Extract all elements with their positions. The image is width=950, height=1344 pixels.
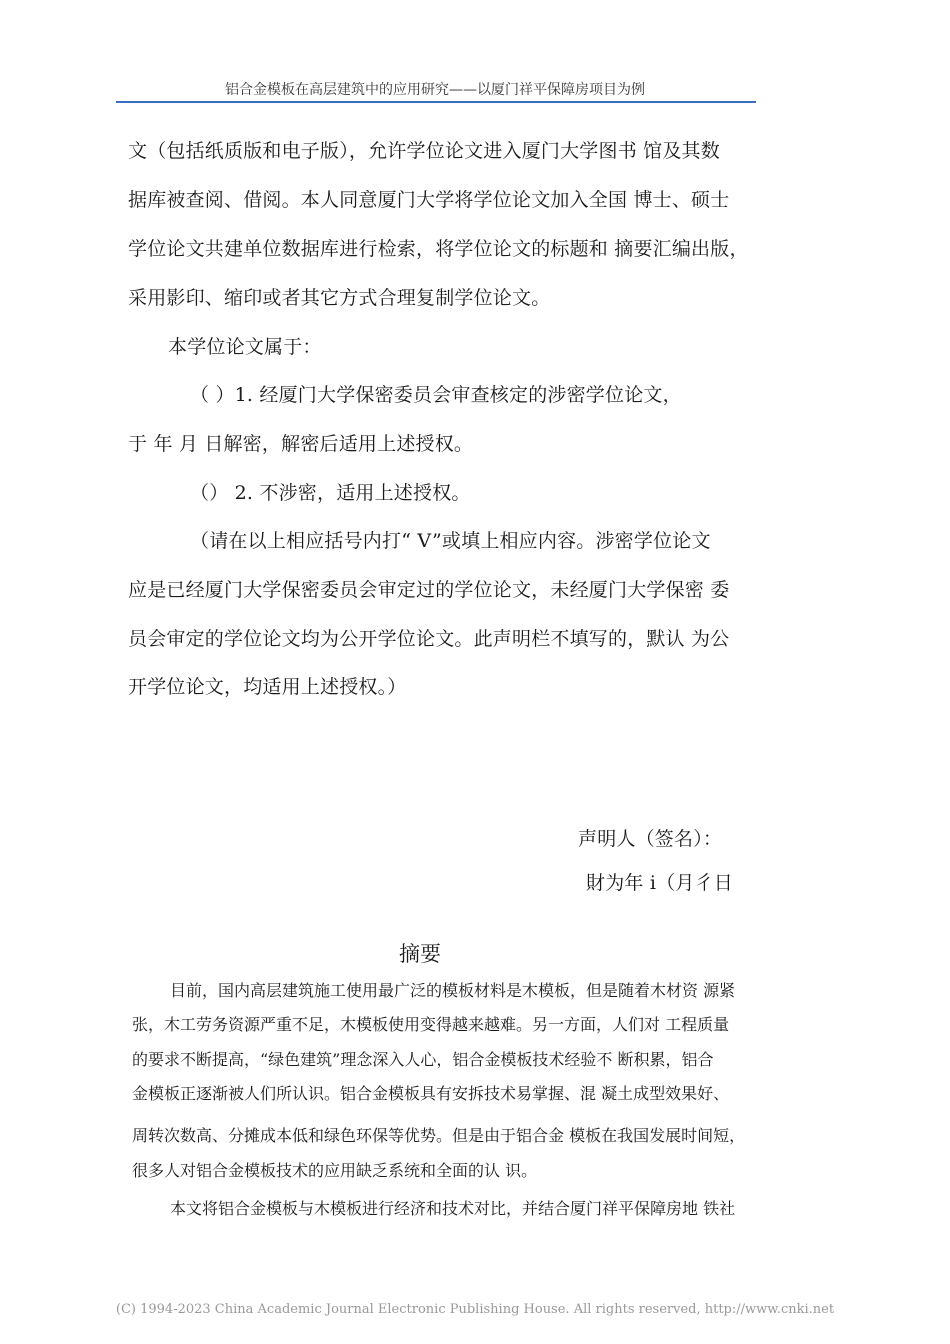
signature-date: 財为年 i（月彳日 xyxy=(586,872,733,894)
declaration-line: （请在以上相应括号内打“ V”或填上相应内容。涉密学位论文 xyxy=(190,530,711,552)
declaration-line: 采用影印、缩印或者其它方式合理复制学位论文。 xyxy=(128,287,551,309)
signature-label: 声明人（签名）： xyxy=(578,828,723,850)
running-header: 铝合金模板在高层建筑中的应用研究——以厦门祥平保障房项目为例 xyxy=(225,82,645,98)
abstract-title: 摘要 xyxy=(399,942,441,966)
declaration-line: （） 2. 不涉密，适用上述授权。 xyxy=(190,482,471,504)
declaration-line: 开学位论文，均适用上述授权。） xyxy=(128,676,407,698)
abstract-line: 的要求不断提高，“绿色建筑”理念深入人心，铝合金模板技术经验不 断积累，铝合 xyxy=(132,1050,714,1069)
declaration-line: 据库被查阅、借阅。本人同意厦门大学将学位论文加入全国 博士、硕士 xyxy=(128,189,730,211)
abstract-line: 张，木工劳务资源严重不足，木模板使用变得越来越难。另一方面，人们对 工程质量 xyxy=(132,1015,730,1034)
declaration-line: 员会审定的学位论文均为公开学位论文。此声明栏不填写的，默认 为公 xyxy=(128,628,730,650)
abstract-line: 目前，国内高层建筑施工使用最广泛的模板材料是木模板，但是随着木材资 源紧 xyxy=(170,981,736,1000)
declaration-line: 学位论文共建单位数据库进行检索，将学位论文的标题和 摘要汇编出版， xyxy=(128,238,749,260)
abstract-line: 本文将铝合金模板与木模板进行经济和技术对比，并结合厦门祥平保障房地 铁社 xyxy=(170,1199,736,1218)
declaration-line: 应是已经厦门大学保密委员会审定过的学位论文，未经厦门大学保密 委 xyxy=(128,579,730,601)
abstract-line: 周转次数高、分摊成本低和绿色环保等优势。但是由于铝合金 模板在我国发展时间短， xyxy=(132,1126,746,1145)
declaration-line: （ ）1. 经厦门大学保密委员会审查核定的涉密学位论文， xyxy=(190,384,682,406)
copyright-footer: (C) 1994-2023 China Academic Journal Electronic Publishing House. All rights reserved, http://www.cnki.net xyxy=(115,1302,835,1317)
header-divider xyxy=(116,101,756,103)
declaration-line: 于 年 月 日解密，解密后适用上述授权。 xyxy=(128,433,474,455)
abstract-line: 金模板正逐渐被人们所认识。铝合金模板具有安拆技术易掌握、混 凝土成型效果好、 xyxy=(132,1084,730,1103)
declaration-line: 本学位论文属于： xyxy=(168,336,322,358)
declaration-line: 文（包括纸质版和电子版），允许学位论文进入厦门大学图书 馆及其数 xyxy=(128,140,720,162)
abstract-line: 很多人对铝合金模板技术的应用缺乏系统和全面的认 识。 xyxy=(132,1161,538,1180)
